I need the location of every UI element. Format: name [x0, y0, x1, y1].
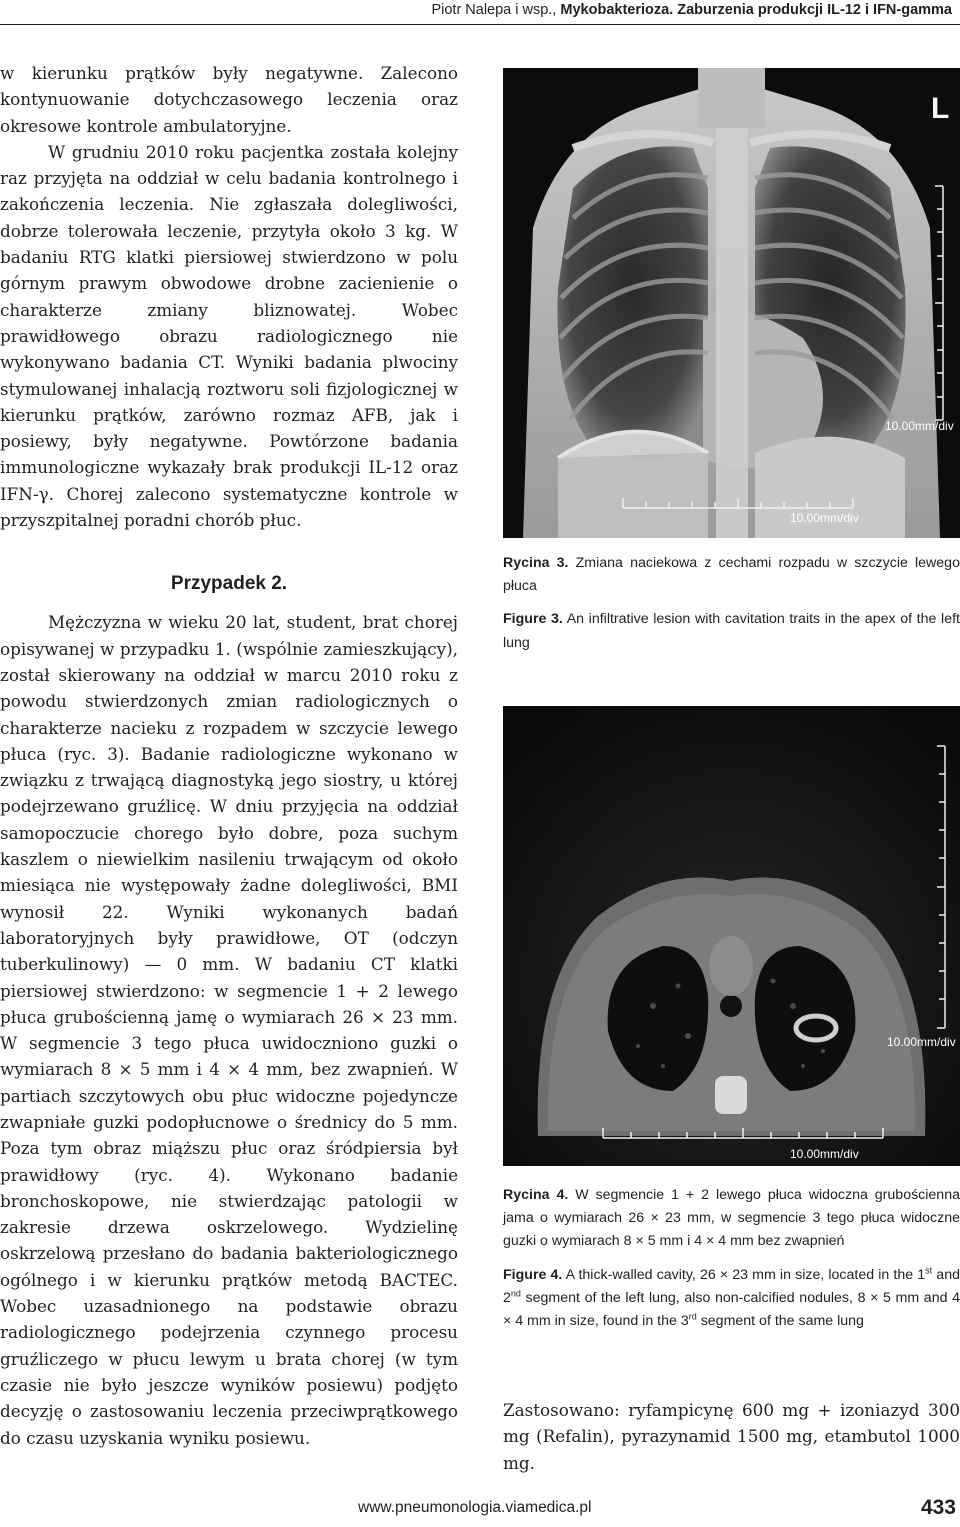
ct-scan-image: [503, 706, 960, 1166]
running-header-text: [431, 2, 952, 18]
figure-3-chest-xray: [503, 68, 960, 538]
chest-xray-image: [503, 68, 960, 538]
figure-4-label-en: Figure 4.: [503, 1266, 563, 1283]
figure-3-label-en: Figure 3.: [503, 611, 563, 628]
header-rule: [0, 24, 960, 25]
left-column: [0, 60, 458, 1451]
paragraph-december-visit: W grudniu 2010 roku pacjentka została kolejny raz przyjęta na oddział w celu badania kontrolnego i zakończenia leczenia. Nie zgłaszała dolegliwości, dobrze tolerowała leczenie, przytyła około 3 kg. W badaniu RTG klatki piersiowej stwierdzono w polu górnym prawym obwodowe drobne zacienienie o charakterze zmiany bliznowatej. Wobec prawidłowego obrazu radiologicznego nie wykonywano badania CT. Wyniki badania plwociny stymulowanej inhalacją roztworu soli fizjologicznej w kierunku prątków, zarówno rozmaz AFB, jak i posiewy, były negatywne. Powtórzone badania immunologiczne wykazały brak produkcji IL-12 oraz IFN-γ. Chorej zalecono systematyczne kontrole w przyszpitalnej poradni chorób płuc.: [0, 141, 458, 531]
figure-3-text-pl: Zmiana naciekowa z cechami rozpadu w szczycie lewego płuca: [503, 555, 960, 595]
running-header: [0, 0, 960, 22]
case-heading: Przypadek 2.: [170, 573, 288, 595]
figure-4-caption: [503, 1184, 960, 1333]
figure-3-caption-pl: [503, 552, 960, 598]
figure-4-caption-en: [503, 1264, 960, 1334]
figure-4-caption-pl: [503, 1184, 960, 1254]
figure-4-label-pl: Rycina 4.: [503, 1187, 569, 1203]
paragraph-continued: w kierunku prątków były negatywne. Zalecono kontynuowanie dotychczasowego leczenia oraz okresowe kontrole ambulatoryjne.: [0, 63, 458, 136]
figure-3-text-en: An infiltrative lesion with cavitation traits in the apex of the left lung: [503, 611, 960, 651]
paragraph-case-2: Mężczyzna w wieku 20 lat, student, brat chorej opisywanej w przypadku 1. (wspólnie zamieszkujący), został skierowany na oddział w marcu 2010 roku z powodu stwierdzonych zmian radiologicznych o charakterze nacieku z rozpadem w szczycie lewego płuca (ryc. 3). Badanie radiologiczne wykonano w związku z trwającą diagnostyką jego siostry, u której podejrzewano gruźlicę. W dniu przyjęcia na oddział samopoczucie chorego było dobre, poza suchym kaszlem o niewielkim nasileniu trwającym od około miesiąca nie występowały żadne dolegliwości, BMI wynosił 22. Wyniki wykonanych badań laboratoryjnych były prawidłowe, OT (odczyn tuberkulinowy) — 0 mm. W badaniu CT klatki piersiowej stwierdzono: w segmencie 1 + 2 lewego płuca grubościenną jamę o wymiarach 26 × 23 mm. W segmencie 3 tego płuca uwidoczniono guzki o wymiarach 8 × 5 mm i 4 × 4 mm, bez zwapnień. W partiach szczytowych obu płuc widoczne pojedyncze zwapniałe guzki podopłucnowe o średnicy do 5 mm. Poza tym obraz miąższu płuc oraz śródpiersia był prawidłowy (ryc. 4). Wykonano badanie bronchoskopowe, nie stwierdzając patologii w zakresie drzewa oskrzelowego. Wydzielinę oskrzelową przesłano do badania bakteriologicznego ogólnego i w kierunku prątków metodą BACTEC. Wobec uzasadnionego na podstawie obrazu radiologicznego podejrzenia czynnego procesu gruźliczego w płucu lewym u brata chorej (w tym czasie nie było jeszcze wyników posiewu) podjęto decyzję o zastosowaniu leczenia przeciwprątkowego do czasu uzyskania wyniku posiewu.: [0, 612, 458, 1448]
xray-side-marker: L: [931, 92, 950, 125]
figure-4-sup-st: st: [925, 1264, 933, 1275]
figure-4-sup-nd: nd: [510, 1288, 521, 1299]
figure-4-text-en-2: and 2: [503, 1266, 960, 1306]
figure-4-sup-rd: rd: [688, 1311, 697, 1322]
figure-4-text-en-4: segment of the same lung: [696, 1313, 864, 1330]
paragraph-treatment: Zastosowano: ryfampicynę 600 mg + izoniazyd 300 mg (Refalin), pyrazynamid 1500 mg, etambutol 1000 mg.: [503, 1400, 960, 1473]
ct-scale-vertical: 10.00mm/div: [887, 1035, 956, 1049]
figure-4-text-en-1: A thick-walled cavity, 26 × 23 mm in size, located in the 1: [565, 1266, 926, 1283]
figure-4-text-en-3: segment of the left lung, also non-calcified nodules, 8 × 5 mm and 4 × 4 mm in size, found in the 3: [503, 1289, 960, 1330]
header-article-title: Mykobakterioza. Zaburzenia produkcji IL-12 i IFN-gamma: [560, 2, 952, 18]
footer-url-link[interactable]: www.pneumonologia.viamedica.pl: [358, 1499, 592, 1516]
xray-scale-horizontal: 10.00mm/div: [790, 511, 859, 525]
page-number: 433: [920, 1496, 956, 1519]
figure-3-caption: [503, 552, 960, 655]
ct-scale-horizontal: 10.00mm/div: [790, 1147, 859, 1161]
figure-3-label-pl: Rycina 3.: [503, 555, 569, 571]
figure-4-text-pl: W segmencie 1 + 2 lewego płuca widoczna grubościenna jama o wymiarach 26 × 23 mm, w segmencie 3 tego płuca widoczne guzki o wymiarach 8 × 5 mm i 4 × 4 mm bez zwapnień: [503, 1187, 960, 1250]
right-column: [503, 1397, 960, 1476]
header-authors: Piotr Nalepa i wsp.,: [431, 2, 557, 18]
xray-scale-vertical: 10.00mm/div: [885, 419, 954, 433]
figure-4-ct-scan: [503, 706, 960, 1166]
figure-3-caption-en: [503, 608, 960, 654]
